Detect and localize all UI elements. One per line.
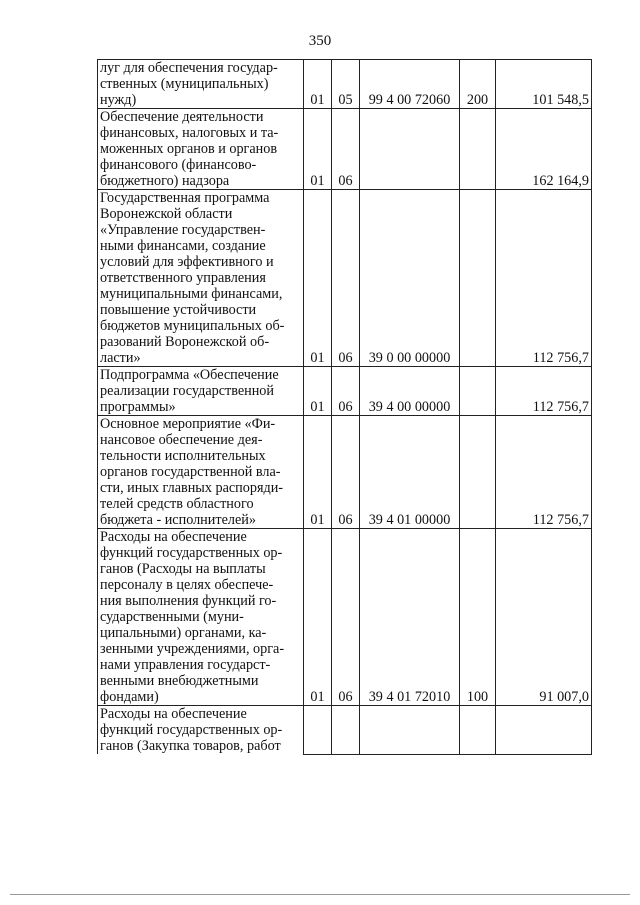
subsection-code-cell: 06 bbox=[332, 416, 360, 529]
amount-cell: 101 548,5 bbox=[496, 60, 592, 109]
table-row bbox=[98, 190, 592, 367]
expense-name-cell bbox=[98, 416, 304, 529]
table-body bbox=[98, 60, 592, 755]
target-article-cell: 39 4 00 00000 bbox=[360, 367, 460, 416]
table-row bbox=[98, 529, 592, 706]
subsection-code-cell: 06 bbox=[332, 367, 360, 416]
expense-name-line: сударственными (муни- bbox=[100, 609, 244, 625]
expense-type-cell: 200 bbox=[460, 60, 496, 109]
expense-name-cell bbox=[98, 367, 304, 416]
expense-name-line: ципальными) органами, ка- bbox=[100, 625, 267, 641]
amount-cell bbox=[496, 706, 592, 755]
target-article-cell: 39 4 01 72010 bbox=[360, 529, 460, 706]
budget-table bbox=[97, 59, 592, 755]
expense-name-line: бюджетов муниципальных об- bbox=[100, 318, 285, 334]
subsection-code-cell: 06 bbox=[332, 109, 360, 190]
expense-name-cell bbox=[98, 190, 304, 367]
expense-name-line: ными финансами, создание bbox=[100, 238, 266, 254]
expense-name-line: ганов (Закупка товаров, работ bbox=[100, 738, 281, 754]
target-article-cell bbox=[360, 109, 460, 190]
target-article-cell: 39 0 00 00000 bbox=[360, 190, 460, 367]
expense-name-cell bbox=[98, 529, 304, 706]
table-row bbox=[98, 109, 592, 190]
expense-name-line: тельности исполнительных bbox=[100, 448, 266, 464]
expense-type-cell bbox=[460, 706, 496, 755]
expense-name-line: сти, иных главных распоряди- bbox=[100, 480, 284, 496]
expense-name-line: ственных (муниципальных) bbox=[100, 76, 269, 92]
expense-name-cell bbox=[98, 60, 304, 109]
amount-cell: 91 007,0 bbox=[496, 529, 592, 706]
section-code-cell: 01 bbox=[304, 60, 332, 109]
expense-name-line: венными внебюджетными bbox=[100, 673, 259, 689]
expense-name-cell bbox=[98, 109, 304, 190]
amount-cell: 162 164,9 bbox=[496, 109, 592, 190]
section-code-cell: 01 bbox=[304, 416, 332, 529]
expense-type-cell bbox=[460, 109, 496, 190]
expense-name-line: нами управления государст- bbox=[100, 657, 271, 673]
subsection-code-cell bbox=[332, 706, 360, 755]
footer-divider bbox=[10, 894, 630, 895]
expense-name-line: реализации государственной bbox=[100, 383, 274, 399]
expense-name-line: фондами) bbox=[100, 689, 159, 705]
expense-name-line: Государственная программа bbox=[100, 190, 270, 206]
amount-cell: 112 756,7 bbox=[496, 367, 592, 416]
table-row bbox=[98, 60, 592, 109]
section-code-cell bbox=[304, 706, 332, 755]
expense-name-line: ответственного управления bbox=[100, 270, 266, 286]
expense-name-line: органов государственной вла- bbox=[100, 464, 281, 480]
section-code-cell: 01 bbox=[304, 529, 332, 706]
table-row bbox=[98, 706, 592, 755]
expense-name-line: Подпрограмма «Обеспечение bbox=[100, 367, 279, 383]
subsection-code-cell: 06 bbox=[332, 190, 360, 367]
expense-name-line: «Управление государствен- bbox=[100, 222, 266, 238]
target-article-cell bbox=[360, 706, 460, 755]
expense-name-line: Основное мероприятие «Фи- bbox=[100, 416, 276, 432]
amount-cell: 112 756,7 bbox=[496, 416, 592, 529]
expense-name-line: ганов (Расходы на выплаты bbox=[100, 561, 266, 577]
table-row bbox=[98, 416, 592, 529]
section-code-cell: 01 bbox=[304, 109, 332, 190]
expense-name-line: функций государственных ор- bbox=[100, 722, 283, 738]
expense-name-line: Воронежской области bbox=[100, 206, 233, 222]
page-number: 350 bbox=[308, 33, 332, 49]
expense-name-line: программы» bbox=[100, 399, 176, 415]
section-code-cell: 01 bbox=[304, 367, 332, 416]
expense-name-line: повышение устойчивости bbox=[100, 302, 257, 318]
expense-name-line: Расходы на обеспечение bbox=[100, 706, 247, 722]
expense-name-line: бюджета - исполнителей» bbox=[100, 512, 256, 528]
target-article-cell: 39 4 01 00000 bbox=[360, 416, 460, 529]
expense-name-line: Расходы на обеспечение bbox=[100, 529, 247, 545]
expense-type-cell: 100 bbox=[460, 529, 496, 706]
expense-name-line: финансового (финансово- bbox=[100, 157, 257, 173]
expense-name-line: бюджетного) надзора bbox=[100, 173, 230, 189]
expense-type-cell bbox=[460, 416, 496, 529]
expense-name-line: ния выполнения функций го- bbox=[100, 593, 277, 609]
section-code-cell: 01 bbox=[304, 190, 332, 367]
expense-name-line: разований Воронежской об- bbox=[100, 334, 270, 350]
expense-name-line: нужд) bbox=[100, 92, 137, 108]
subsection-code-cell: 05 bbox=[332, 60, 360, 109]
table-row bbox=[98, 367, 592, 416]
expense-name-line: персоналу в целях обеспече- bbox=[100, 577, 274, 593]
expense-name-line: финансовых, налоговых и та- bbox=[100, 125, 279, 141]
expense-type-cell bbox=[460, 190, 496, 367]
expense-name-line: телей средств областного bbox=[100, 496, 254, 512]
expense-name-line: зенными учреждениями, орга- bbox=[100, 641, 285, 657]
expense-name-line: луг для обеспечения государ- bbox=[100, 60, 278, 76]
expense-name-line: муниципальными финансами, bbox=[100, 286, 283, 302]
expense-name-cell bbox=[98, 706, 304, 755]
expense-type-cell bbox=[460, 367, 496, 416]
expense-name-line: моженных органов и органов bbox=[100, 141, 278, 157]
target-article-cell: 99 4 00 72060 bbox=[360, 60, 460, 109]
expense-name-line: Обеспечение деятельности bbox=[100, 109, 264, 125]
expense-name-line: нансовое обеспечение дея- bbox=[100, 432, 263, 448]
subsection-code-cell: 06 bbox=[332, 529, 360, 706]
expense-name-line: функций государственных ор- bbox=[100, 545, 283, 561]
expense-name-line: условий для эффективного и bbox=[100, 254, 274, 270]
amount-cell: 112 756,7 bbox=[496, 190, 592, 367]
expense-name-line: ласти» bbox=[100, 350, 141, 366]
